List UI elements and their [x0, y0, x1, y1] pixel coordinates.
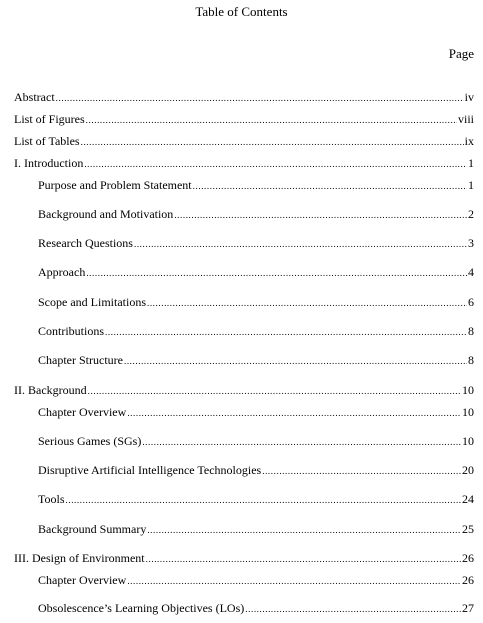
toc-entry-label: Purpose and Problem Statement: [38, 178, 192, 192]
toc-entry-page: 10: [462, 383, 474, 397]
toc-entry: [14, 383, 474, 398]
toc-entry: [38, 573, 474, 588]
toc-entry-label: Chapter Structure: [38, 353, 123, 367]
toc-entry-label: List of Tables: [14, 134, 80, 148]
toc-entry-label: Chapter Overview: [38, 573, 127, 587]
page-column-heading: Page: [448, 46, 474, 61]
toc-entry-label: Research Questions: [38, 236, 133, 250]
toc-entry-page: iv: [464, 90, 474, 104]
toc-entry-label: Background and Motivation: [38, 207, 174, 221]
toc-entry-page: 6: [468, 295, 474, 309]
toc-entry-page: 24: [462, 492, 474, 506]
toc-leader-dots: [86, 266, 467, 281]
toc-entry-label: II. Background: [14, 383, 87, 397]
toc-entry: [14, 112, 474, 127]
toc-entry-label: Tools: [38, 492, 65, 506]
toc-entry: [38, 265, 474, 280]
toc-entry-label: Obsolescence’s Learning Objectives (LOs): [38, 601, 245, 615]
toc-entry-label: List of Figures: [14, 112, 85, 126]
toc-leader-dots: [147, 296, 467, 311]
toc-entry: [14, 134, 474, 149]
toc-leader-dots: [66, 493, 462, 508]
toc-leader-dots: [147, 523, 461, 538]
toc-leader-dots: [146, 552, 461, 567]
toc-entry: [38, 601, 474, 616]
toc-entry-label: Chapter Overview: [38, 405, 127, 419]
toc-leader-dots: [193, 179, 467, 194]
toc-leader-dots: [81, 135, 464, 150]
toc-entry-page: viii: [457, 112, 474, 126]
toc-entry-page: 1: [468, 178, 474, 192]
page-title: Table of Contents: [195, 4, 288, 19]
toc-entry-page: 26: [462, 551, 474, 565]
toc-leader-dots: [245, 602, 461, 617]
toc-entry: [38, 207, 474, 222]
toc-leader-dots: [86, 113, 457, 128]
toc-entry-page: 10: [462, 405, 474, 419]
toc-entry-label: I. Introduction: [14, 156, 84, 170]
toc-entry: [38, 295, 474, 310]
toc-entry-label: Contributions: [38, 324, 105, 338]
toc-entry: [38, 405, 474, 420]
toc-entry: [38, 492, 474, 507]
toc-leader-dots: [127, 406, 461, 421]
toc-leader-dots: [88, 384, 461, 399]
toc-entry-page: 1: [468, 156, 474, 170]
toc-leader-dots: [124, 354, 467, 369]
toc-entry: [38, 236, 474, 251]
toc-leader-dots: [84, 157, 467, 172]
toc-entry-label: Approach: [38, 265, 86, 279]
toc-leader-dots: [56, 91, 464, 106]
toc-entry-label: Disruptive Artificial Intelligence Technologies: [38, 463, 262, 477]
toc-entry-page: 8: [468, 353, 474, 367]
toc-leader-dots: [142, 435, 461, 450]
toc-entry-label: III. Design of Environment: [14, 551, 145, 565]
toc-entry-page: 20: [462, 463, 474, 477]
toc-leader-dots: [262, 464, 461, 479]
toc-entry-page: 4: [468, 265, 474, 279]
toc-entry-page: 26: [462, 573, 474, 587]
toc-entry-page: 25: [462, 522, 474, 536]
toc-entry: [14, 156, 474, 171]
toc-entry-page: 8: [468, 324, 474, 338]
toc-entry-label: Abstract: [14, 90, 55, 104]
toc-leader-dots: [174, 208, 467, 223]
toc-entry: [38, 324, 474, 339]
toc-entry-page: 3: [468, 236, 474, 250]
toc-entry: [38, 463, 474, 478]
toc-entry: [38, 178, 474, 193]
toc-entry: [14, 551, 474, 566]
toc-entry-label: Background Summary: [38, 522, 147, 536]
toc-entry-label: Serious Games (SGs): [38, 434, 142, 448]
toc-leader-dots: [127, 574, 461, 589]
toc-leader-dots: [105, 325, 467, 340]
toc-entry-page: 10: [462, 434, 474, 448]
toc-entry-page: 2: [468, 207, 474, 221]
toc-entry-page: ix: [464, 134, 474, 148]
toc-entry-page: 27: [462, 601, 474, 615]
toc-leader-dots: [134, 237, 467, 252]
toc-entry-label: Scope and Limitations: [38, 295, 146, 309]
toc-entry: [38, 353, 474, 368]
toc-entry: [38, 434, 474, 449]
toc-entry: [38, 522, 474, 537]
toc-entry: [14, 90, 474, 105]
